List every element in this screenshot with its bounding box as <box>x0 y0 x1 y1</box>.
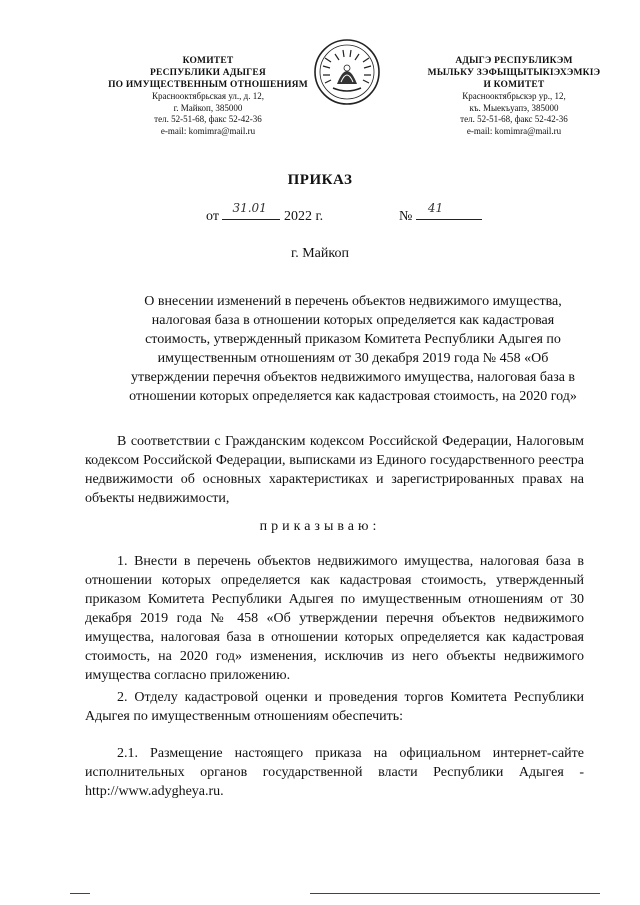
committee-city-adyghe: къ. Мыекъуапэ, 385000 <box>469 102 559 113</box>
item-1-paragraph: 1. Внести в перечень объектов недвижимого имущества, налоговая база в отношении которых определяется как кадастровая стоимость, утвержденный приказом Комитета Республики Адыгея по имущественным отношениям от 30 декабря 2019 года № 458 «Об утверждении перечня объектов недвижимого имущества, налоговая база в отношении которых определяется как кадастровая стоимость, на 2020 год» изменения, исключив из него объекты недвижимого имущества согласно приложению. <box>85 554 584 683</box>
preamble-paragraph: В соответствии с Гражданским кодексом Российской Федерации, Налоговым кодексом Российской Федерации, выписками из Единого государственного реестра недвижимости об основных характеристиках и зарегистрированных правах на объекты недвижимости, <box>85 434 584 506</box>
item-2-1-paragraph: 2.1. Размещение настоящего приказа на официальном интернет-сайте исполнительных органов государственной власти Республики Адыгея - http://www.adygheya.ru. <box>85 746 584 799</box>
handwritten-date: 31.01 <box>232 201 267 215</box>
handwritten-number: 41 <box>427 201 444 215</box>
committee-address: Краснооктябрьская ул., д. 12, <box>152 91 264 101</box>
committee-name-line1: КОМИТЕТ <box>182 56 234 66</box>
scan-line <box>310 893 600 894</box>
number-blank <box>416 201 482 220</box>
committee-name-line3: ПО ИМУЩЕСТВЕННЫМ ОТНОШЕНИЯМ <box>108 80 308 90</box>
order-subject: О внесении изменений в перечень объектов недвижимого имущества, налоговая база в отношении которых определяется как кадастровая стоимость, утвержденный приказом Комитета Республики Адыгея по имущественным отношениям от 30 декабря 2019 года № 458 «Об утверждении перечня объектов недвижимого имущества, налоговая база в отношении которых определяется как кадастровая стоимость, на 2020 год» <box>129 294 577 404</box>
order-word: приказываю: <box>259 519 381 534</box>
header-right-block <box>424 55 604 137</box>
committee-city: г. Майкоп, 385000 <box>173 102 243 113</box>
document-title: ПРИКАЗ <box>287 172 353 188</box>
date-year: 2022 г. <box>283 209 324 224</box>
committee-email: e-mail: komimra@mail.ru <box>160 125 256 136</box>
header-left-block <box>108 55 308 137</box>
number-field <box>399 201 482 225</box>
coat-of-arms-icon <box>313 38 381 106</box>
committee-phone: тел. 52-51-68, факс 52-42-36 <box>154 114 262 124</box>
scan-line <box>70 893 90 894</box>
number-prefix: № <box>399 209 413 224</box>
committee-name-adyghe-line2: МЫЛЬКУ ЗЭФЫЩЫТЫКIЭХЭМКIЭ <box>427 68 601 78</box>
committee-name-adyghe-line1: АДЫГЭ РЕСПУБЛИКЭМ <box>455 56 573 66</box>
date-prefix: от <box>206 209 219 224</box>
date-field <box>206 201 324 225</box>
item-2-paragraph: 2. Отделу кадастровой оценки и проведения торгов Комитета Республики Адыгея по имущественным отношениям обеспечить: <box>85 690 584 724</box>
committee-name-adyghe-line3: И КОМИТЕТ <box>483 80 545 90</box>
city-label: г. Майкоп <box>291 246 349 261</box>
date-blank <box>222 201 280 220</box>
committee-email-adyghe: e-mail: komimra@mail.ru <box>466 125 562 136</box>
committee-name-line2: РЕСПУБЛИКИ АДЫГЕЯ <box>150 68 266 78</box>
committee-address-adyghe: Краснооктябрьскэр ур., 12, <box>462 91 566 101</box>
committee-phone-adyghe: тел. 52-51-68, факс 52-42-36 <box>460 114 568 124</box>
